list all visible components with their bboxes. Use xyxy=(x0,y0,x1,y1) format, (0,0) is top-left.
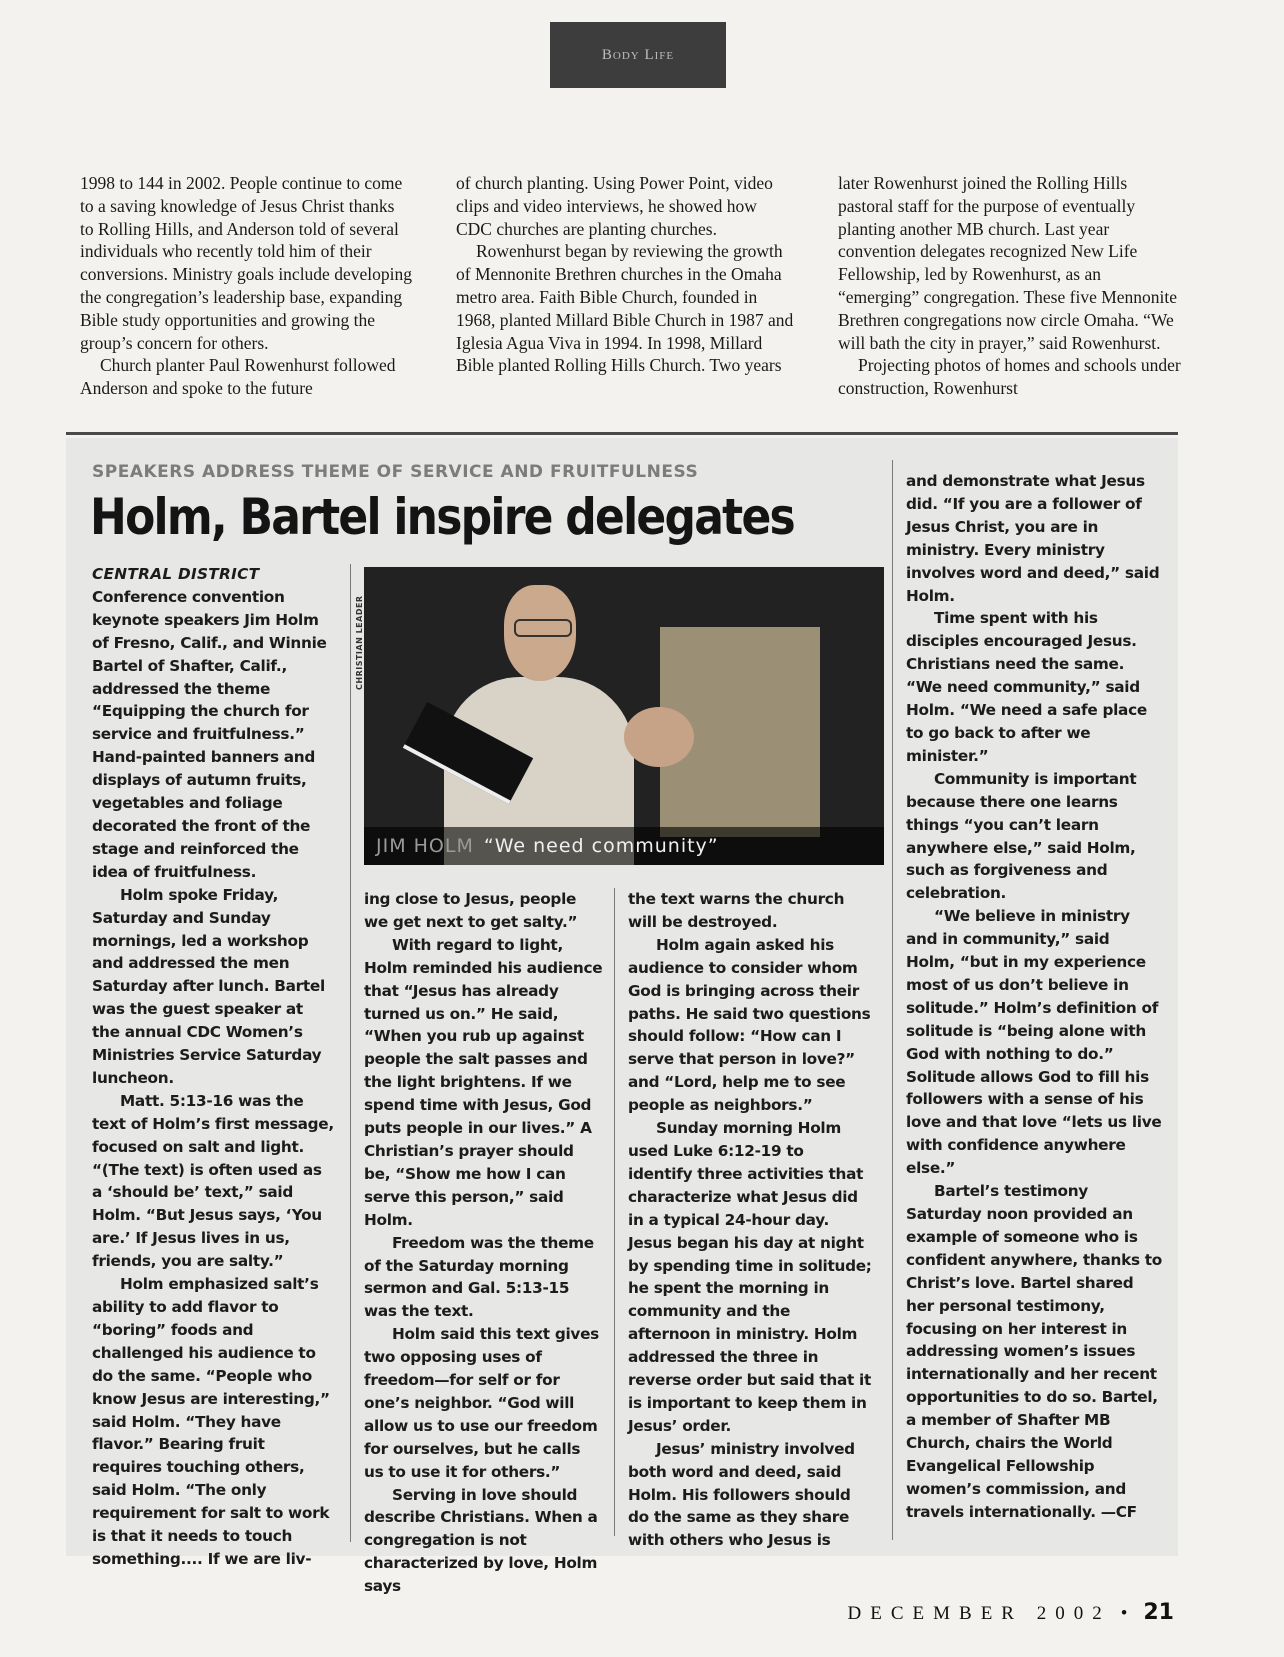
dateline: CENTRAL DISTRICT xyxy=(92,565,260,583)
column-rule xyxy=(892,460,893,1540)
section-title: Body Life xyxy=(601,46,675,63)
paragraph: “We believe in ministry and in community,” said Holm, “but in my experience most of us don’t believe in solitude.” Holm’s definition of solitude is “being alone with God with nothing to do.” Solitude allows God to fill his followers with a sense of his love and that love “lets us live with confidence anywhere else.” xyxy=(906,907,1162,1178)
page-number: 21 xyxy=(1143,1600,1174,1625)
sidebar-column-2 xyxy=(364,888,604,1598)
page-footer xyxy=(848,1600,1174,1625)
paragraph: Holm said this text gives two opposing uses of freedom—for self or for one’s neighbor. “God will allow us to use our freedom for ourselves, but he calls us to use it for others.” xyxy=(364,1325,599,1481)
sidebar-kicker: SPEAKERS ADDRESS THEME OF SERVICE AND FRUITFULNESS xyxy=(92,462,699,482)
caption-name: JIM HOLM xyxy=(376,835,474,857)
paragraph: Freedom was the theme of the Saturday morning sermon and Gal. 5:13-15 was the text. xyxy=(364,1233,594,1321)
paragraph: Holm again asked his audience to consider whom God is bringing across their paths. He said two questions should follow: “How can I serve that person in love?” and “Lord, help me to see people as neighbors.” xyxy=(628,935,871,1115)
paragraph: the text warns the church will be destroyed. xyxy=(628,890,845,931)
paragraph: Community is important because there one learns things “you can’t learn anywhere else,” said Holm, such as forgiveness and celebration. xyxy=(906,769,1137,903)
speaker-photo xyxy=(364,567,884,865)
caption-quote: “We need community” xyxy=(483,835,719,857)
paragraph: Bartel’s testimony Saturday noon provided an example of someone who is confident anywhere, thanks to Christ’s love. Bartel shared her personal testimony, focusing on her interest in addressing women’s issues internationally and her recent opportunities to do so. Bartel, a member of Shafter MB Church, chairs the World Evangelical Fellowship women’s commission, and travels internationally. —CF xyxy=(906,1182,1162,1521)
sidebar-column-1 xyxy=(92,563,334,1571)
photo-credit: CHRISTIAN LEADER xyxy=(355,595,364,690)
paragraph: later Rowenhurst joined the Rolling Hills pastoral staff for the purpose of eventually planting another MB church. Last year convention delegates recognized New Life Fellowship, led by Rowenhurst, as an “emerging” congregation. These five Mennonite Brethren congregations now circle Omaha. “We will bath the city in prayer,” said Rowenhurst. xyxy=(838,173,1178,353)
paragraph: Jesus’ ministry involved both word and deed, said Holm. His followers should do the same as they share with others who Jesus is xyxy=(628,1439,855,1550)
paragraph: 1998 to 144 in 2002. People continue to come to a saving knowledge of Jesus Christ thanks to Rolling Hills, and Anderson told of several individuals who recently told him of their conversions. Ministry goals include developing the congregation’s leadership base, expanding Bible study opportunities and growing the group’s concern for others. xyxy=(80,173,412,353)
paragraph: of church planting. Using Power Point, video clips and video interviews, he showed how CDC churches are planting churches. xyxy=(456,173,773,239)
paragraph: With regard to light, Holm reminded his audience that “Jesus has already turned us on.” He said, “When you rub up against people the salt passes and the light brightens. If we spend time with Jesus, God puts people in our lives.” A Christian’s prayer should be, “Show me how I can serve this person,” said Holm. xyxy=(364,935,603,1229)
column-rule xyxy=(350,564,351,1542)
top-column-2 xyxy=(456,172,796,377)
section-header xyxy=(550,22,726,88)
speaker-glasses xyxy=(514,619,572,637)
issue-date: DECEMBER 2002 xyxy=(847,1603,1111,1624)
divider-rule xyxy=(66,432,1178,435)
speaker-hand xyxy=(624,707,694,767)
paragraph: Projecting photos of homes and schools under construction, Rowenhurst xyxy=(838,355,1181,399)
footer-bullet: • xyxy=(1120,1603,1128,1624)
sidebar-column-4 xyxy=(906,470,1162,1524)
column-rule xyxy=(614,888,615,1536)
photo-caption xyxy=(364,827,884,865)
paragraph: Church planter Paul Rowenhurst followed Anderson and spoke to the future xyxy=(80,355,396,399)
paragraph: Holm emphasized salt’s ability to add flavor to “boring” foods and challenged his audience to do the same. “People who know Jesus are interesting,” said Holm. “They have flavor.” Bearing fruit requires touching others, said Holm. “The only requirement for salt to work is that it needs to touch something.... If we are liv- xyxy=(92,1275,330,1568)
paragraph: and demonstrate what Jesus did. “If you are a follower of Jesus Christ, you are in ministry. Every ministry involves word and deed,” said Holm. xyxy=(906,472,1160,605)
sidebar-column-3 xyxy=(628,888,872,1552)
paragraph: Serving in love should describe Christians. When a congregation is not characterized by love, Holm says xyxy=(364,1485,598,1596)
paragraph: ing close to Jesus, people we get next to get salty.” xyxy=(364,890,578,931)
paragraph: Conference convention keynote speakers Jim Holm of Fresno, Calif., and Winnie Bartel of Shafter, Calif., addressed the theme “Equipping the church for service and fruitfulness.” Hand-painted banners and displays of autumn fruits, vegetables and foliage decorated the front of the stage and reinforced the idea of fruitfulness. xyxy=(92,587,327,881)
paragraph: Holm spoke Friday, Saturday and Sunday mornings, led a workshop and addressed the men Saturday after lunch. Bartel was the guest speaker at the annual CDC Women’s Ministries Service Saturday luncheon. xyxy=(92,885,325,1087)
paragraph: Time spent with his disciples encouraged Jesus. Christians need the same. “We need community,” said Holm. “We need a safe place to go back to after we minister.” xyxy=(906,609,1147,765)
top-column-3 xyxy=(838,172,1182,400)
paragraph: Matt. 5:13-16 was the text of Holm’s first message, focused on salt and light. “(The text) is often used as a ‘should be’ text,” said Holm. “But Jesus says, ‘You are.’ If Jesus lives in us, friends, you are salty.” xyxy=(92,1091,334,1271)
top-column-1 xyxy=(80,172,412,400)
sidebar-headline: Holm, Bartel inspire delegates xyxy=(90,488,794,546)
paragraph: Sunday morning Holm used Luke 6:12-19 to identify three activities that characterize what Jesus did in a typical 24-hour day. Jesus began his day at night by spending time in solitude; he spent the morning in community and the afternoon in ministry. Holm addressed the three in reverse order but said that it is important to keep them in Jesus’ order. xyxy=(628,1119,872,1435)
paragraph: Rowenhurst began by reviewing the growth of Mennonite Brethren churches in the Omaha metro area. Faith Bible Church, founded in 1968, planted Millard Bible Church in 1987 and Iglesia Agua Viva in 1994. In 1998, Millard Bible planted Rolling Hills Church. Two years xyxy=(456,241,794,376)
